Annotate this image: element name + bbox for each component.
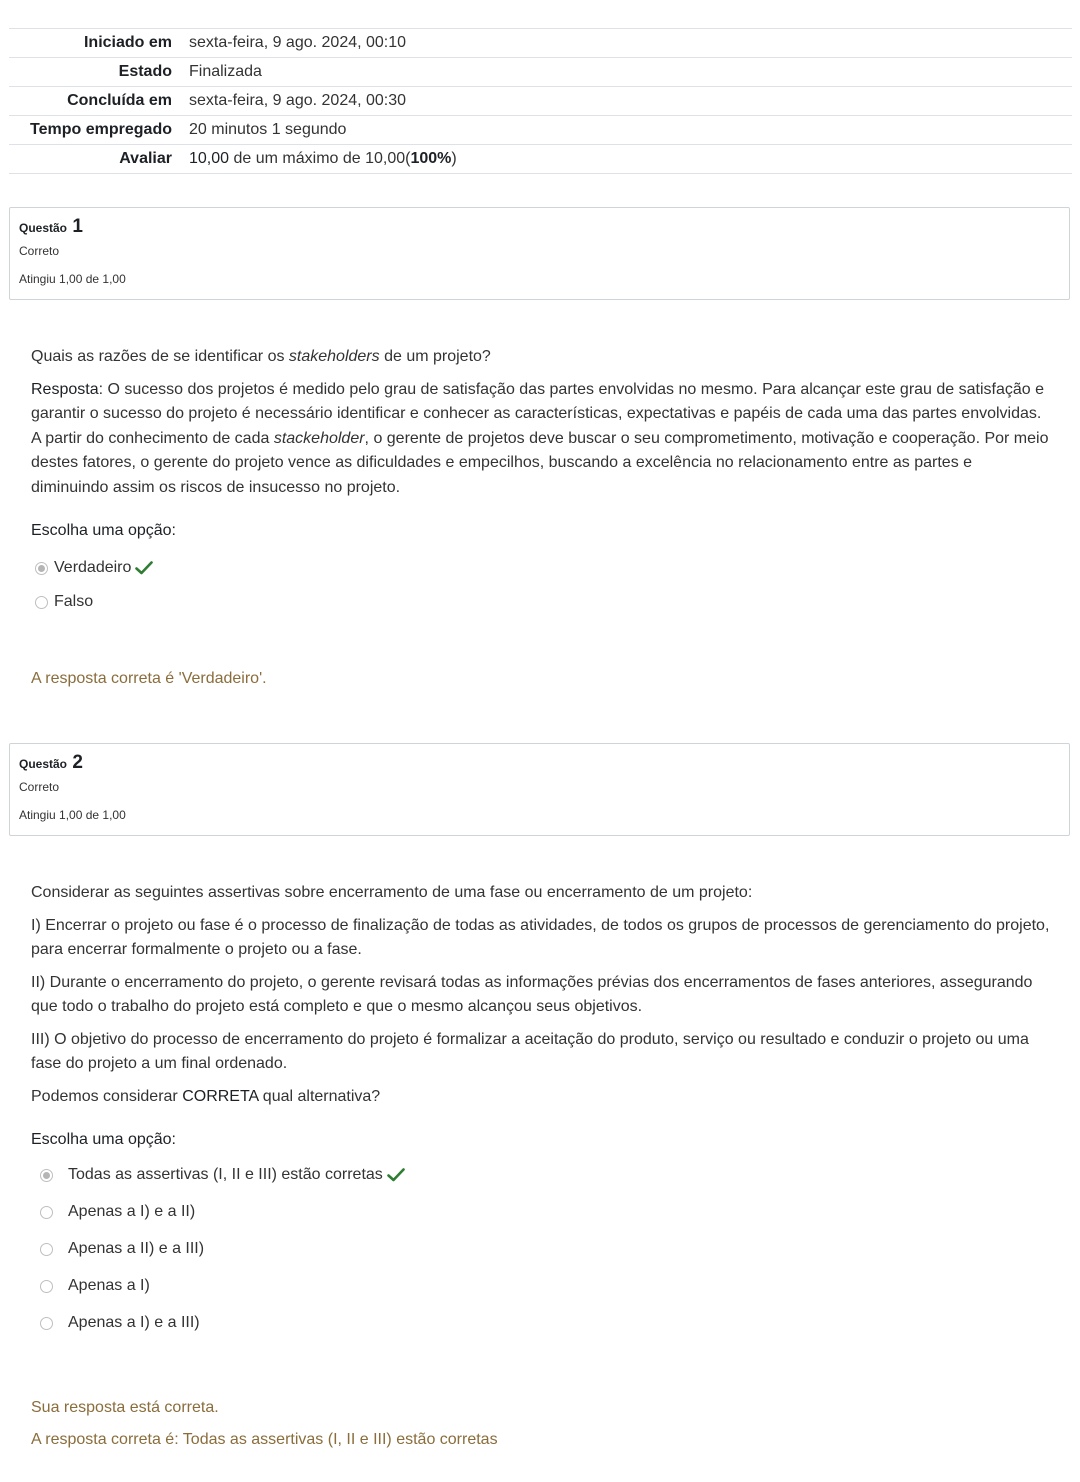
question-number-value: 1 (72, 216, 83, 237)
option-c[interactable] (40, 1240, 204, 1258)
question-number-value: 2 (72, 752, 83, 773)
choose-option-prompt: Escolha uma opção: (31, 1131, 176, 1148)
stem-part: de um projeto? (379, 348, 491, 365)
summary-label: Iniciado em (83, 34, 172, 51)
correct-answer-feedback: A resposta correta é 'Verdadeiro'. (31, 670, 267, 687)
radio-icon[interactable] (40, 1317, 53, 1330)
question-state: Correto (19, 244, 60, 258)
option-label: Apenas a I) e a III) (68, 1314, 200, 1331)
summary-row-state (9, 58, 1072, 87)
option-a[interactable] (40, 1166, 405, 1184)
summary-row-completed (9, 87, 1072, 116)
summary-label: Tempo empregado (30, 121, 172, 138)
radio-checked-icon[interactable] (40, 1169, 53, 1182)
question-grade: Atingiu 1,00 de 1,00 (19, 272, 126, 286)
radio-checked-icon[interactable] (35, 562, 48, 575)
summary-value (172, 145, 457, 173)
option-false[interactable] (35, 593, 93, 611)
summary-row-grade (9, 145, 1072, 174)
summary-row-started (9, 29, 1072, 58)
question-number (19, 216, 1060, 239)
question-intro: Considerar as seguintes assertivas sobre encerramento de uma fase ou encerramento de um projeto: (31, 884, 753, 901)
summary-label: Estado (118, 63, 172, 80)
grade-score: 10,00 (189, 150, 230, 167)
summary-value: sexta-feira, 9 ago. 2024, 00:30 (189, 92, 407, 109)
question-number (19, 752, 1060, 775)
summary-value: 20 minutos 1 segundo (189, 121, 347, 138)
radio-icon[interactable] (40, 1243, 53, 1256)
grade-end: ) (451, 150, 457, 167)
correct-answer-feedback: A resposta correta é: Todas as assertivas (I, II e III) estão corretas (31, 1431, 498, 1448)
radio-icon[interactable] (40, 1206, 53, 1219)
response-part: , o gerente de projetos deve buscar o seu comprometimento, motivação e cooperação. Por meio destes fatores, o gerente do projeto vence as dificuldades e empecilhos, buscando a excelência no relacionamento entre as partes e diminuindo assim os riscos de insucesso no projeto. (31, 429, 1049, 496)
option-label: Verdadeiro (54, 559, 132, 576)
option-true[interactable] (35, 559, 153, 577)
question-grade: Atingiu 1,00 de 1,00 (19, 808, 126, 822)
ask-part: qual alternativa? (258, 1087, 381, 1105)
question-state: Correto (19, 780, 60, 794)
option-label: Apenas a I) e a II) (68, 1203, 196, 1220)
question-2-text (31, 881, 1051, 1109)
stem-emphasis: stakeholders (288, 348, 380, 365)
response-emphasis: stackeholder (273, 429, 365, 447)
summary-row-time-taken (9, 116, 1072, 145)
option-label: Todas as assertivas (I, II e III) estão corretas (68, 1166, 383, 1183)
response-part: : O sucesso dos projetos é medido pelo grau de satisfação das partes envolvidas no mesmo. Para alcançar este grau de satisfação e garantir o sucesso do projeto é necessário identificar e conhecer as características, expectativas e papéis de cada uma das partes envolvidas. A partir do conhecimento de cada (31, 380, 1045, 447)
summary-label: Avaliar (119, 150, 172, 167)
assertion-2: II) Durante o encerramento do projeto, o gerente revisará todas as informações prévias dos encerramentos de fases anteriores, assegurando que todo o trabalho do projeto está completo e que o mesmo alcançou seus objetivos. (31, 973, 1033, 1015)
option-label: Apenas a I) (68, 1277, 150, 1294)
question-stem (31, 345, 1051, 370)
assertion-1: I) Encerrar o projeto ou fase é o processo de finalização de todas as atividades, de todos os grupos de processos de gerenciamento do projeto, para encerrar formalmente o projeto ou a fase. (31, 916, 1050, 958)
question-2-info (9, 743, 1070, 836)
option-e[interactable] (40, 1314, 200, 1332)
answer-correct-feedback: Sua resposta está correta. (31, 1399, 219, 1416)
radio-icon[interactable] (35, 596, 48, 609)
option-b[interactable] (40, 1203, 195, 1221)
option-label: Falso (54, 593, 94, 610)
response-label: Resposta (31, 380, 99, 398)
question-1-info (9, 207, 1070, 300)
summary-value: sexta-feira, 9 ago. 2024, 00:10 (189, 34, 407, 51)
question-response-text (31, 378, 1051, 501)
ask-part: Podemos considerar (31, 1087, 183, 1105)
question-ask (31, 1085, 1051, 1110)
checkmark-icon (387, 1168, 405, 1182)
grade-percent: 100% (410, 150, 452, 167)
radio-icon[interactable] (40, 1280, 53, 1293)
question-label: Questão (19, 221, 68, 235)
ask-strong: CORRETA (182, 1087, 259, 1105)
checkmark-icon (135, 561, 153, 575)
assertion-3: III) O objetivo do processo de encerramento do projeto é formalizar a aceitação do produto, serviço ou resultado e conduzir o projeto ou uma fase do projeto a um final ordenado. (31, 1030, 1029, 1072)
summary-value: Finalizada (189, 63, 262, 80)
choose-option-prompt: Escolha uma opção: (31, 522, 176, 539)
summary-label: Concluída em (67, 92, 172, 109)
stem-part: Quais as razões de se identificar os (31, 348, 289, 365)
attempt-summary (9, 28, 1072, 174)
question-1-text (31, 345, 1051, 500)
option-label: Apenas a II) e a III) (68, 1240, 205, 1257)
grade-mid: de um máximo de 10,00( (229, 150, 411, 167)
option-d[interactable] (40, 1277, 150, 1295)
question-label: Questão (19, 757, 68, 771)
